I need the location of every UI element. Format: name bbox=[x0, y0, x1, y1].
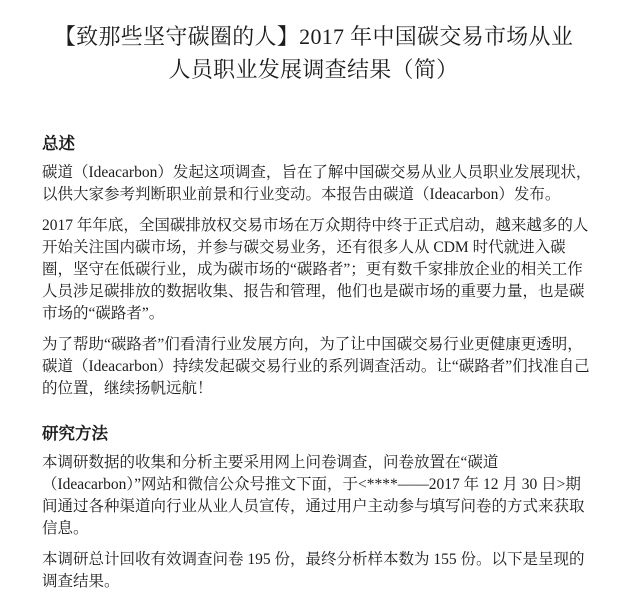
document-page bbox=[0, 20, 627, 595]
section-heading-methodology: 研究方法 bbox=[42, 424, 108, 443]
overview-paragraph-3: 为了帮助“碳路者”们看清行业发展方向，为了让中国碳交易行业更健康更透明，碳道（Ideacarbon）持续发起碳交易行业的系列调查活动。让“碳路者”们找准自己的位置，继续扬帆远航！ bbox=[42, 336, 590, 397]
section-heading-overview: 总述 bbox=[42, 134, 75, 153]
section-methodology bbox=[42, 424, 592, 593]
methodology-paragraph-2: 本调研总计回收有效调查问卷 195 份，最终分析样本数为 155 份。以下是呈现的调查结果。 bbox=[42, 551, 585, 590]
document-title: 【致那些坚守碳圈的人】2017 年中国碳交易市场从业人员职业发展调查结果（简） bbox=[53, 24, 574, 82]
overview-paragraph-2: 2017 年年底，全国碳排放权交易市场在万众期待中终于正式启动，越来越多的人开始关注国内碳市场，并参与碳交易业务，还有很多人从 CDM 时代就进入碳圈，坚守在低碳行业，成为碳市场的“碳路者”；更有数千家排放企业的相关工作人员涉足碳排放的数据收集、报告和管理，他们也是碳市场的重要力量，也是碳市场的“碳路者”。 bbox=[42, 217, 589, 322]
overview-paragraph-1: 碳道（Ideacarbon）发起这项调查，旨在了解中国碳交易从业人员职业发展现状，以供大家参考判断职业前景和行业变动。本报告由碳道（Ideacarbon）发布。 bbox=[42, 164, 592, 203]
methodology-paragraph-1: 本调研数据的收集和分析主要采用网上问卷调查，问卷放置在“碳道（Ideacarbon）”网站和微信公众号推文下面，于<****——2017 年 12 月 30 日>期间通过各种渠道向行业从业人员宣传，通过用户主动参与填写问卷的方式来获取信息。 bbox=[42, 454, 585, 537]
section-overview bbox=[42, 134, 592, 400]
document-body bbox=[42, 134, 592, 593]
